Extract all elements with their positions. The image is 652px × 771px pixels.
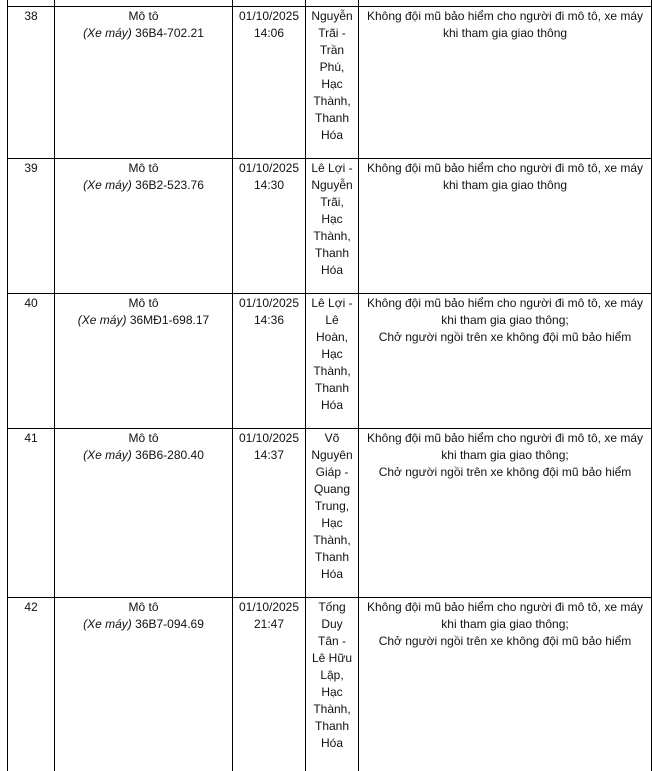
violation-time: 14:37 [253, 448, 285, 462]
plate-line [58, 312, 229, 329]
location-cell [306, 598, 359, 771]
location-line: Hạc [321, 77, 343, 91]
row-number-cell [8, 598, 55, 771]
location-line: Nguyên [311, 448, 353, 462]
row-number: 41 [24, 431, 38, 445]
plate-line [58, 616, 229, 633]
datetime-cell [233, 7, 306, 159]
violation-text-line: Không đội mũ bảo hiểm cho người đi mô tô, xe máy [366, 600, 644, 614]
violation-text-line: Chở người ngồi trên xe không đội mũ bảo hiểm [378, 465, 632, 479]
location-line: Thanh [314, 719, 350, 733]
vehicle-type: Mô tô [128, 600, 159, 614]
row-number: 40 [24, 296, 38, 310]
location-line: Tống [318, 600, 346, 614]
location-line: Hoàn, [315, 330, 349, 344]
license-plate: 36B7-094.69 [131, 617, 204, 631]
location-line: Võ [324, 431, 340, 445]
location-line: Thanh [314, 246, 350, 260]
location-line: Giáp - [315, 465, 349, 479]
violation-text-line: khi tham gia giao thông [442, 178, 568, 192]
violation-time: 14:30 [253, 178, 285, 192]
table-row [8, 598, 652, 771]
location-line: Lê Hữu [311, 651, 353, 665]
plate-line [58, 25, 229, 42]
violation-text-line: Chở người ngồi trên xe không đội mũ bảo hiểm [378, 634, 632, 648]
location-line: Nguyễn [311, 178, 353, 192]
location-line: Hóa [320, 736, 343, 750]
location-line: Thanh [314, 111, 350, 125]
location-line: Thanh [314, 550, 350, 564]
violation-date: 01/10/2025 [238, 296, 300, 310]
violation-date: 01/10/2025 [238, 600, 300, 614]
violation-text-line: khi tham gia giao thông; [441, 313, 569, 327]
location-line: Hạc [321, 212, 343, 226]
vehicle-kind: (Xe máy) [83, 26, 132, 40]
vehicle-type: Mô tô [128, 431, 159, 445]
vehicle-kind: (Xe máy) [83, 617, 132, 631]
location-line: Lê Lợi - [311, 161, 353, 175]
location-line: Trần [319, 43, 345, 57]
vehicle-type: Mô tô [128, 9, 159, 23]
violation-time: 21:47 [253, 617, 285, 631]
violation-date: 01/10/2025 [238, 431, 300, 445]
location-line: Hóa [320, 263, 343, 277]
violation-text-line: Không đội mũ bảo hiểm cho người đi mô tô, xe máy [366, 431, 644, 445]
plate-line [58, 447, 229, 464]
location-line: Lê [325, 313, 339, 327]
violation-date: 01/10/2025 [238, 9, 300, 23]
violation-cell [359, 429, 652, 598]
row-number-cell [8, 429, 55, 598]
location-line: Thành, [313, 702, 351, 716]
row-number: 38 [24, 9, 38, 23]
vehicle-kind: (Xe máy) [77, 313, 127, 327]
violation-text-line: Chở người ngồi trên xe không đội mũ bảo hiểm [378, 330, 632, 344]
location-line: Hạc [321, 685, 343, 699]
violation-text-line: Không đội mũ bảo hiểm cho người đi mô tô, xe máy [366, 161, 644, 175]
location-line: Thành, [313, 94, 351, 108]
location-line: Trãi, [320, 195, 344, 209]
plate-line [58, 177, 229, 194]
vehicle-cell [55, 429, 233, 598]
location-line: Tân - [317, 634, 346, 648]
row-number: 39 [24, 161, 38, 175]
violation-text-line: khi tham gia giao thông; [441, 617, 569, 631]
violation-cell [359, 598, 652, 771]
violations-table [7, 0, 652, 771]
location-line: Lê Lợi - [311, 296, 353, 310]
vehicle-cell [55, 294, 233, 429]
license-plate: 36B4-702.21 [131, 26, 204, 40]
vehicle-cell [55, 159, 233, 294]
row-number-cell [8, 7, 55, 159]
location-line: Thành, [313, 533, 351, 547]
violation-cell [359, 294, 652, 429]
table-row [8, 159, 652, 294]
row-number-cell [8, 159, 55, 294]
violation-date: 01/10/2025 [238, 161, 300, 175]
location-line: Duy [321, 617, 343, 631]
location-line: Trãi - [318, 26, 346, 40]
location-cell [306, 159, 359, 294]
datetime-cell [233, 159, 306, 294]
datetime-cell [233, 429, 306, 598]
vehicle-type: Mô tô [128, 296, 159, 310]
location-line: Phú, [319, 60, 345, 74]
violation-text-line: Không đội mũ bảo hiểm cho người đi mô tô, xe máy [366, 9, 644, 23]
location-line: Hóa [320, 398, 343, 412]
location-line: Lập, [320, 668, 344, 682]
datetime-cell [233, 598, 306, 771]
location-line: Nguyễn [311, 9, 353, 23]
violations-table-body [8, 0, 652, 771]
table-row [8, 294, 652, 429]
location-line: Thành, [313, 364, 351, 378]
location-line: Hóa [320, 128, 343, 142]
vehicle-cell [55, 7, 233, 159]
table-row [8, 7, 652, 159]
violation-text-line: khi tham gia giao thông [442, 26, 568, 40]
row-number: 42 [24, 600, 38, 614]
license-plate: 36MĐ1-698.17 [126, 313, 210, 327]
license-plate: 36B6-280.40 [131, 448, 204, 462]
violation-time: 14:36 [253, 313, 285, 327]
violations-table-container [7, 0, 652, 771]
location-line: Quang [313, 482, 351, 496]
row-number-cell [8, 294, 55, 429]
violation-text-line: Không đội mũ bảo hiểm cho người đi mô tô, xe máy [366, 296, 644, 310]
location-line: Hóa [320, 567, 343, 581]
violation-cell [359, 7, 652, 159]
violation-text-line: khi tham gia giao thông; [441, 448, 569, 462]
location-line: Trung, [314, 499, 350, 513]
datetime-cell [233, 294, 306, 429]
location-cell [306, 294, 359, 429]
location-line: Thành, [313, 229, 351, 243]
vehicle-kind: (Xe máy) [83, 178, 132, 192]
location-line: Hạc [321, 347, 343, 361]
location-line: Hạc [321, 516, 343, 530]
location-line: Thanh [314, 381, 350, 395]
vehicle-kind: (Xe máy) [83, 448, 132, 462]
vehicle-type: Mô tô [128, 161, 159, 175]
table-row [8, 429, 652, 598]
location-cell [306, 429, 359, 598]
vehicle-cell [55, 598, 233, 771]
violation-time: 14:06 [253, 26, 285, 40]
location-cell [306, 7, 359, 159]
violation-cell [359, 159, 652, 294]
license-plate: 36B2-523.76 [131, 178, 204, 192]
